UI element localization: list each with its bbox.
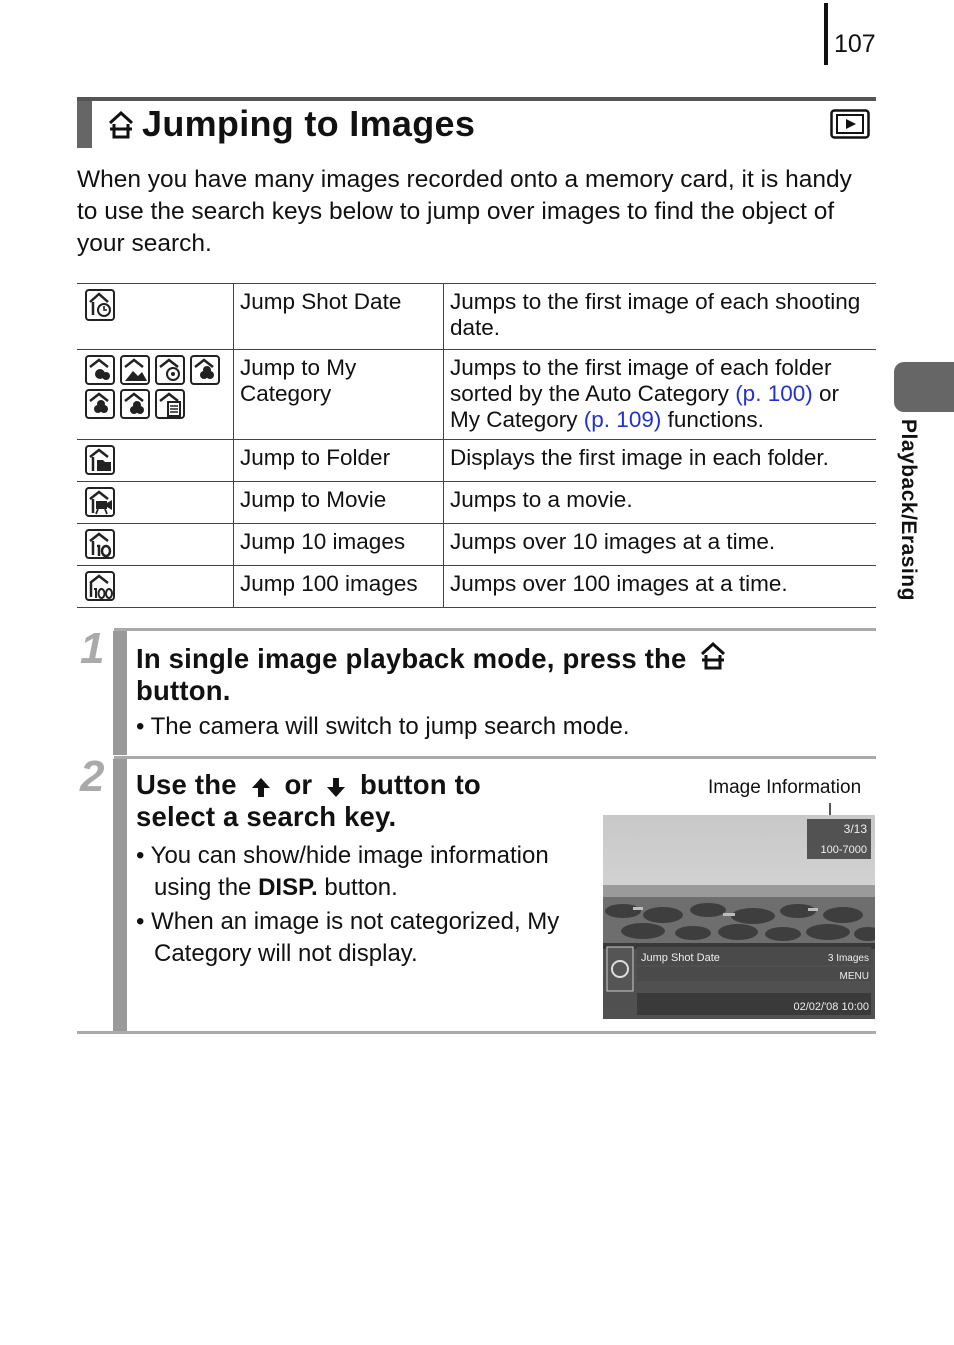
step-2-number: 2	[80, 752, 105, 801]
section-bottom-rule	[77, 1031, 876, 1034]
jump-shot-date-icon	[85, 289, 115, 321]
jump-10-images-icon	[85, 529, 115, 559]
table-row	[77, 566, 876, 608]
table-cell-desc: Jumps to a movie.	[444, 482, 877, 524]
jump-100-images-icon	[85, 571, 115, 601]
table-cell-name: Jump to My Category	[234, 350, 444, 440]
playback-mode-icon	[830, 109, 870, 139]
screen-folder: 100-7000	[820, 844, 867, 856]
screen-count: 3 Images	[827, 953, 869, 964]
table-cell-desc: Jumps to the first image of each shooting date.	[444, 284, 877, 350]
table-row	[77, 350, 876, 440]
table-row	[77, 524, 876, 566]
step-2-bar	[113, 759, 127, 1031]
category-events-icon	[155, 355, 185, 385]
up-arrow-icon	[249, 775, 273, 799]
step-2-rule	[114, 756, 876, 759]
screen-datetime: 02/02/'08 10:00	[793, 1001, 869, 1013]
page-link-100[interactable]: (p. 100)	[735, 381, 813, 406]
step-1-bullet: • The camera will switch to jump search mode.	[136, 713, 630, 740]
image-information-callout: Image Information	[708, 777, 862, 798]
table-cell-desc: Jumps over 100 images at a time.	[444, 566, 877, 608]
category-3-icon	[120, 389, 150, 419]
intro-paragraph: When you have many images recorded onto a memory card, it is handy to use the search keys below to jump over images to find the object of your search.	[77, 166, 852, 257]
step-1-bar	[113, 631, 127, 755]
page-number-rule	[824, 3, 828, 65]
category-people-icon	[85, 355, 115, 385]
step-2-bullet-2: • When an image is not categorized, My Category will not display.	[136, 908, 560, 967]
screen-counter: 3/13	[843, 822, 867, 836]
table-cell-name: Jump to Movie	[234, 482, 444, 524]
step-2-bullet-1: • You can show/hide image information using the DISP. button.	[136, 842, 549, 901]
side-tab-label: Playback/Erasing	[897, 419, 920, 601]
table-cell-desc: Displays the first image in each folder.	[444, 440, 877, 482]
down-arrow-icon	[324, 775, 348, 799]
title-rule	[77, 97, 876, 101]
table-cell-name: Jump 100 images	[234, 566, 444, 608]
step-1-number: 1	[80, 624, 105, 673]
jump-folder-icon	[85, 445, 115, 475]
page-link-109[interactable]: (p. 109)	[583, 407, 662, 432]
jump-movie-icon	[85, 487, 115, 517]
title-accent-bar	[77, 101, 92, 148]
step-1-rule	[114, 628, 876, 631]
jump-button-icon	[698, 641, 728, 671]
category-2-icon	[85, 389, 115, 419]
camera-screen-example	[603, 815, 875, 1019]
table-cell-desc: Jumps over 10 images at a time.	[444, 524, 877, 566]
page-title: Jumping to Images	[142, 103, 476, 144]
step-2-heading: Use the or button to select a search key.	[136, 769, 481, 832]
table-cell-name: Jump 10 images	[234, 524, 444, 566]
table-cell-name: Jump to Folder	[234, 440, 444, 482]
side-tab-marker	[894, 362, 954, 412]
category-scenery-icon	[120, 355, 150, 385]
page-number: 107	[834, 30, 876, 58]
screen-mode: Jump Shot Date	[641, 952, 720, 964]
table-cell-name: Jump Shot Date	[234, 284, 444, 350]
screen-menu: MENU	[839, 971, 869, 982]
table-cell-desc: Jumps to the first image of each folder sorted by the Auto Category (p. 100) or My Category (p. 109) functions.	[444, 350, 877, 440]
step-1-heading: In single image playback mode, press the button.	[136, 641, 856, 707]
category-to-do-icon	[155, 389, 185, 419]
jump-icon	[106, 110, 136, 140]
table-row	[77, 440, 876, 482]
table-row	[77, 482, 876, 524]
category-1-icon	[190, 355, 220, 385]
table-row	[77, 284, 876, 350]
search-keys-table	[77, 283, 876, 608]
